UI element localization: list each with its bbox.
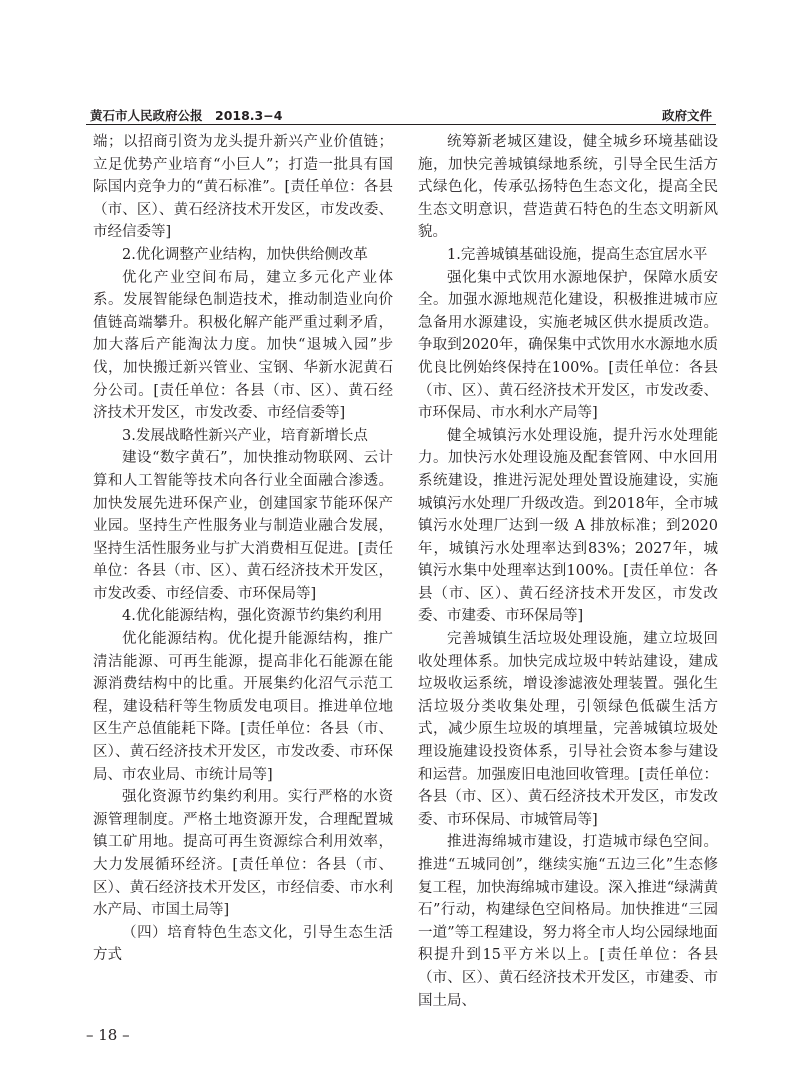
subheading: 3.发展战略性新兴产业，培育新增长点 xyxy=(122,427,368,444)
paragraph: 统筹新老城区建设，健全城乡环境基础设施，加快完善城镇绿地系统，引导全民生活方式绿色化，传承弘扬特色生态文化，提高全民生态文明意识，营造黄石特色的生态文明新风貌。 xyxy=(418,134,718,241)
paragraph: 优化产业空间布局，建立多元化产业体系。发展智能绿色制造技术，推动制造业向价值链高端攀升。积极化解产能严重过剩矛盾，加大落后产能淘汰力度。加快“退城入园”步伐，加快搬迁新兴管业、宝钢、华新水泥黄石分公司。[责任单位：各县（市、区）、黄石经济技术开发区，市发改委、市经信委等] xyxy=(93,269,393,422)
publication-title: 黄石市人民政府公报 2018.3−4 xyxy=(90,108,283,123)
left-column xyxy=(93,131,393,967)
paragraph: 强化资源节约集约利用。实行严格的水资源管理制度。严格土地资源开发，合理配置城镇工矿用地。提高可再生资源综合利用效率，大力发展循环经济。[责任单位：各县（市、区）、黄石经济技术开发区，市经信委、市水利水产局、市国土局等] xyxy=(93,789,393,919)
paragraph: 推进海绵城市建设，打造城市绿色空间。推进“五城同创”，继续实施“五边三化”生态修复工程，加快海绵城市建设。深入推进“绿满黄石”行动，构建绿色空间格局。加快推进“三园一道”等工程建设，努力将全市人均公园绿地面积提升到15平方米以上。[责任单位：各县（市、区）、黄石经济技术开发区，市建委、市国土局、 xyxy=(418,834,718,1009)
header-rule xyxy=(86,124,716,125)
paragraph-continuation: 端；以招商引资为龙头提升新兴产业价值链；立足优势产业培育“小巨人”；打造一批具有国际国内竞争力的“黄石标准”。[责任单位：各县（市、区）、黄石经济技术开发区，市发改委、市经信委等] xyxy=(93,134,393,241)
page-number: – 18 – xyxy=(86,1026,130,1044)
section-title: 政府文件 xyxy=(661,108,712,123)
paragraph: 优化能源结构。优化提升能源结构，推广清洁能源、可再生能源，提高非化石能源在能源消费结构中的比重。开展集约化沼气示范工程，建设秸秆等生物质发电项目。推进单位地区生产总值能耗下降。[责任单位：各县（市、区）、黄石经济技术开发区，市发改委、市环保局、市农业局、市统计局等] xyxy=(93,631,393,783)
right-column xyxy=(418,131,718,1012)
paragraph: 强化集中式饮用水源地保护，保障水质安全。加强水源地规范化建设，积极推进城市应急备用水源建设，实施老城区供水提质改造。争取到2020年，确保集中式饮用水水源地水质优良比例始终保持在100%。[责任单位：各县（市、区）、黄石经济技术开发区，市发改委、市环保局、市水利水产局等] xyxy=(418,269,718,422)
paragraph: 健全城镇污水处理设施，提升污水处理能力。加快污水处理设施及配套管网、中水回用系统建设，推进污泥处理处置设施建设，实施城镇污水处理厂升级改造。到2018年，全市城镇污水处理厂达到一级 A 排放标准；到2020年，城镇污水处理率达到83%；2027年，城镇污水集中处理率达到100%。[责任单位：各县（市、区）、黄石经济技术开发区，市发改委、市建委、市环保局等] xyxy=(418,427,718,625)
subheading: 1.完善城镇基础设施，提高生态宜居水平 xyxy=(447,246,708,263)
section-heading: （四）培育特色生态文化，引导生态生活方式 xyxy=(93,924,393,964)
paragraph: 建设“数字黄石”，加快推动物联网、云计算和人工智能等技术向各行业全面融合渗透。加快发展先进环保产业，创建国家节能环保产业园。坚持生产性服务业与制造业融合发展，坚持生活性服务业与扩大消费相互促进。[责任单位：各县（市、区）、黄石经济技术开发区，市发改委、市经信委、市环保局等] xyxy=(93,450,393,602)
running-header xyxy=(90,106,712,126)
subheading: 2.优化调整产业结构，加快供给侧改革 xyxy=(122,246,368,263)
paragraph: 完善城镇生活垃圾处理设施，建立垃圾回收处理体系。加快完成垃圾中转站建设，建成垃圾收运系统，增设渗滤液处理装置。强化生活垃圾分类收集处理，引领绿色低碳生活方式，减少原生垃圾的填埋量，完善城镇垃圾处理设施建设投资体系，引导社会资本参与建设和运营。加强废旧电池回收管理。[责任单位：各县（市、区）、黄石经济技术开发区，市发改委、市环保局、市城管局等] xyxy=(418,631,718,828)
subheading: 4.优化能源结构，强化资源节约集约利用 xyxy=(122,608,383,625)
